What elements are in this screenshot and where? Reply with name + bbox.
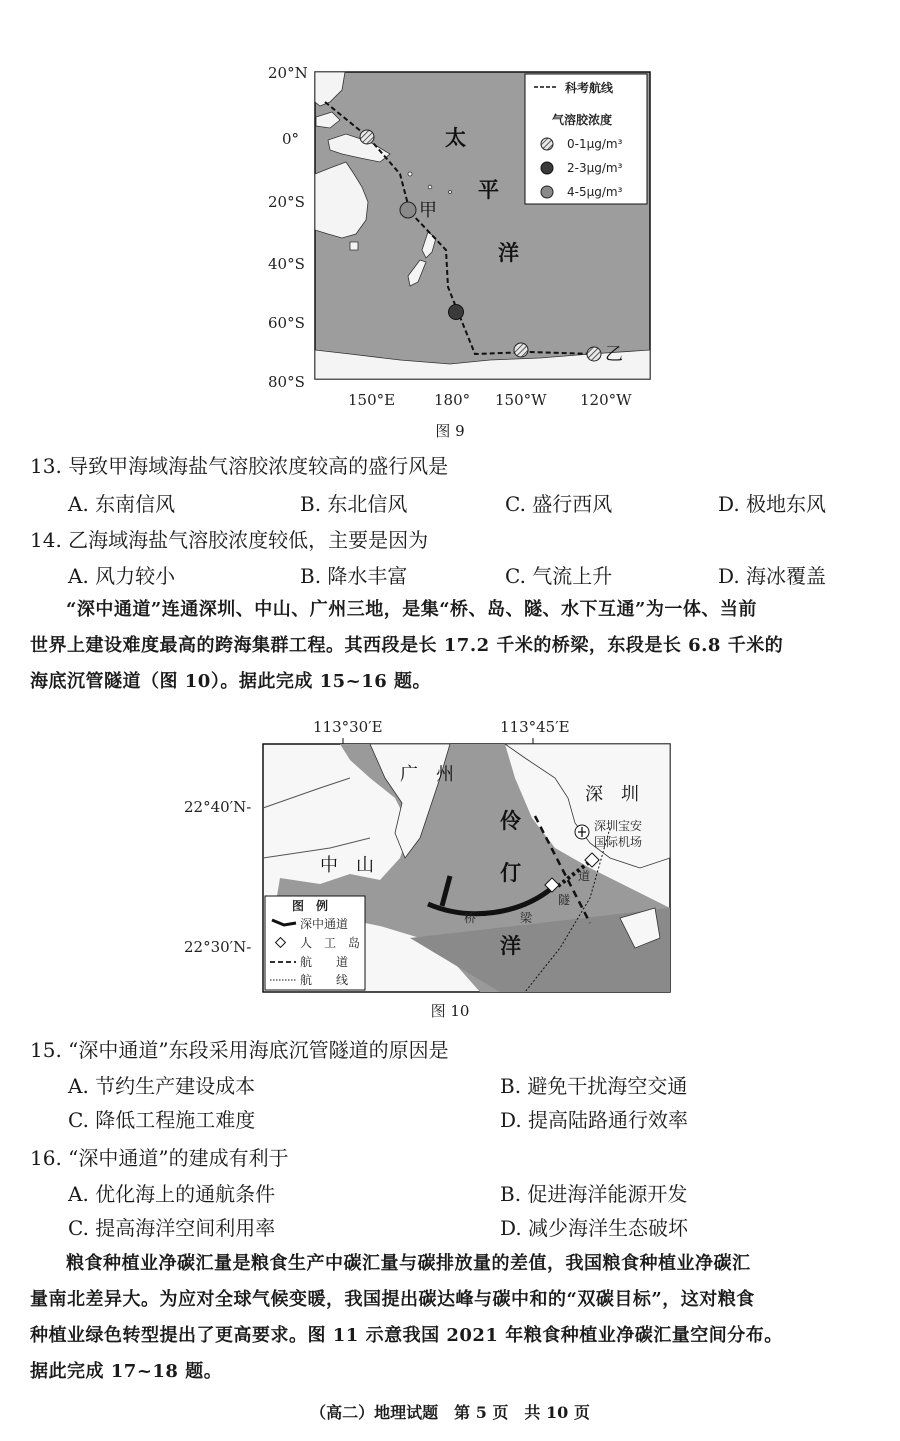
fig10-label-zhongshan: 中 山 [320, 855, 374, 876]
fig9-legend-swatch-2 [541, 162, 553, 174]
passage-2-line-3: 种植业绿色转型提出了更高要求。图 11 示意我国 2021 年粮食种植业净碳汇量空间分布。 [30, 1325, 783, 1346]
passage-1-line-2: 世界上建设难度最高的跨海集群工程。其西段是长 17.2 千米的桥梁，东段是长 6.8 千米的 [30, 635, 784, 656]
fig10-legend-item-lane: 航 道 [300, 955, 349, 969]
passage-1-line-3: 海底沉管隧道（图 10）。据此完成 15~16 题。 [30, 671, 432, 692]
fig10-lat-1: 22°40′N- [184, 798, 252, 816]
fig9-lon-180: 180° [434, 391, 471, 409]
figure-9-map [250, 62, 670, 417]
fig9-label-yi: 乙 [605, 344, 623, 365]
fig10-label-guangzhou: 广 州 [400, 764, 454, 785]
fig9-lat-20n: 20°N [268, 64, 308, 82]
passage-2 [30, 1246, 890, 1390]
fig10-lon-2: 113°45′E [500, 718, 570, 736]
fig10-legend-title: 图 例 [292, 899, 329, 913]
q13-option-d[interactable]: D. 极地东风 [718, 492, 827, 516]
fig10-lon-1: 113°30′E [313, 718, 383, 736]
q16-option-d[interactable]: D. 减少海洋生态破坏 [500, 1216, 689, 1240]
fig10-caption: 图 10 [430, 1002, 470, 1020]
fig9-lat-60s: 60°S [268, 314, 305, 332]
q16-option-c[interactable]: C. 提高海洋空间利用率 [68, 1216, 276, 1240]
q16-option-a[interactable]: A. 优化海上的通航条件 [68, 1182, 276, 1206]
fig9-lon-150w: 150°W [495, 391, 547, 409]
fig9-point-jia [400, 202, 416, 218]
passage-1 [30, 592, 890, 700]
q15-option-a[interactable]: A. 节约生产建设成本 [68, 1074, 256, 1098]
fig9-legend-title: 气溶胶浓度 [552, 113, 613, 127]
q14-option-b[interactable]: B. 降水丰富 [300, 564, 408, 588]
passage-2-line-2: 量南北差异大。为应对全球气候变暖，我国提出碳达峰与碳中和的“双碳目标”，这对粮食 [30, 1289, 755, 1310]
fig9-legend-item-3: 4-5μg/m³ [567, 185, 623, 199]
q14-option-a[interactable]: A. 风力较小 [68, 564, 176, 588]
q14-stem: 14. 乙海域海盐气溶胶浓度较低，主要是因为 [30, 528, 429, 552]
fig10-label-shenzhen: 深 圳 [585, 784, 639, 805]
fig9-point-yi [587, 347, 601, 361]
figure-10-map [180, 708, 680, 998]
passage-1-line-1: “深中通道”连通深圳、中山、广州三地，是集“桥、岛、隧、水下互通”为一体、当前 [66, 599, 757, 620]
page-footer: （高二）地理试题 第 5 页 共 10 页 [310, 1403, 590, 1422]
q13-option-b[interactable]: B. 东北信风 [300, 492, 408, 516]
fig9-legend-route-label: 科考航线 [565, 81, 614, 95]
q13-stem: 13. 导致甲海域海盐气溶胶浓度较高的盛行风是 [30, 454, 449, 478]
fig9-legend-swatch-3 [541, 186, 553, 198]
fig9-legend-item-1: 0-1μg/m³ [567, 137, 623, 151]
fig10-label-ding: 仃 [500, 860, 521, 885]
fig10-lat-2: 22°30′N- [184, 938, 252, 956]
fig10-legend-item-island: 人 工 岛 [300, 936, 361, 950]
fig10-label-qiao: 桥 [464, 911, 477, 925]
q15-option-b[interactable]: B. 避免干扰海空交通 [500, 1074, 688, 1098]
fig9-legend-swatch-1 [541, 138, 553, 150]
q16-stem: 16. “深中通道”的建成有利于 [30, 1146, 289, 1170]
fig10-legend-item-route: 航 线 [300, 973, 349, 987]
fig9-point-hatched-2 [514, 343, 528, 357]
q14-option-d[interactable]: D. 海冰覆盖 [718, 564, 827, 588]
passage-2-line-4: 据此完成 17~18 题。 [30, 1361, 223, 1382]
fig10-label-ling: 伶 [500, 808, 521, 833]
fig9-lat-0: 0° [282, 130, 300, 148]
fig9-lon-150e: 150°E [348, 391, 396, 409]
fig9-label-jia: 甲 [419, 200, 437, 221]
q15-option-c[interactable]: C. 降低工程施工难度 [68, 1108, 256, 1132]
q14-option-c[interactable]: C. 气流上升 [505, 564, 613, 588]
q15-stem: 15. “深中通道”东段采用海底沉管隧道的原因是 [30, 1038, 449, 1062]
fig9-point-hatched [360, 130, 374, 144]
passage-2-line-1: 粮食种植业净碳汇量是粮食生产中碳汇量与碳排放量的差值，我国粮食种植业净碳汇 [66, 1253, 751, 1274]
fig9-lat-20s: 20°S [268, 193, 305, 211]
q13-option-c[interactable]: C. 盛行西风 [505, 492, 613, 516]
fig9-lat-40s: 40°S [268, 255, 305, 273]
fig10-label-airport-2: 国际机场 [594, 835, 643, 849]
q16-option-b[interactable]: B. 促进海洋能源开发 [500, 1182, 688, 1206]
q15-option-d[interactable]: D. 提高陆路通行效率 [500, 1108, 689, 1132]
fig10-legend-item-channel: 深中通道 [300, 917, 349, 931]
q13-option-a[interactable]: A. 东南信风 [68, 492, 176, 516]
fig10-label-yang: 洋 [500, 933, 521, 958]
fig9-lon-120w: 120°W [580, 391, 632, 409]
fig9-legend-item-2: 2-3μg/m³ [567, 161, 623, 175]
fig9-ocean-char-2: 平 [478, 177, 499, 202]
fig9-point-dark [449, 305, 464, 320]
fig10-label-liang: 梁 [520, 911, 533, 925]
fig10-label-airport-1: 深圳宝安 [594, 819, 643, 833]
fig9-ocean-char-1: 太 [445, 125, 466, 150]
fig9-lat-80s: 80°S [268, 373, 305, 391]
fig10-label-dao: 道 [578, 869, 591, 883]
fig9-caption: 图 9 [435, 422, 465, 440]
fig9-ocean-char-3: 洋 [498, 240, 519, 265]
fig10-label-sui: 隧 [558, 893, 571, 907]
